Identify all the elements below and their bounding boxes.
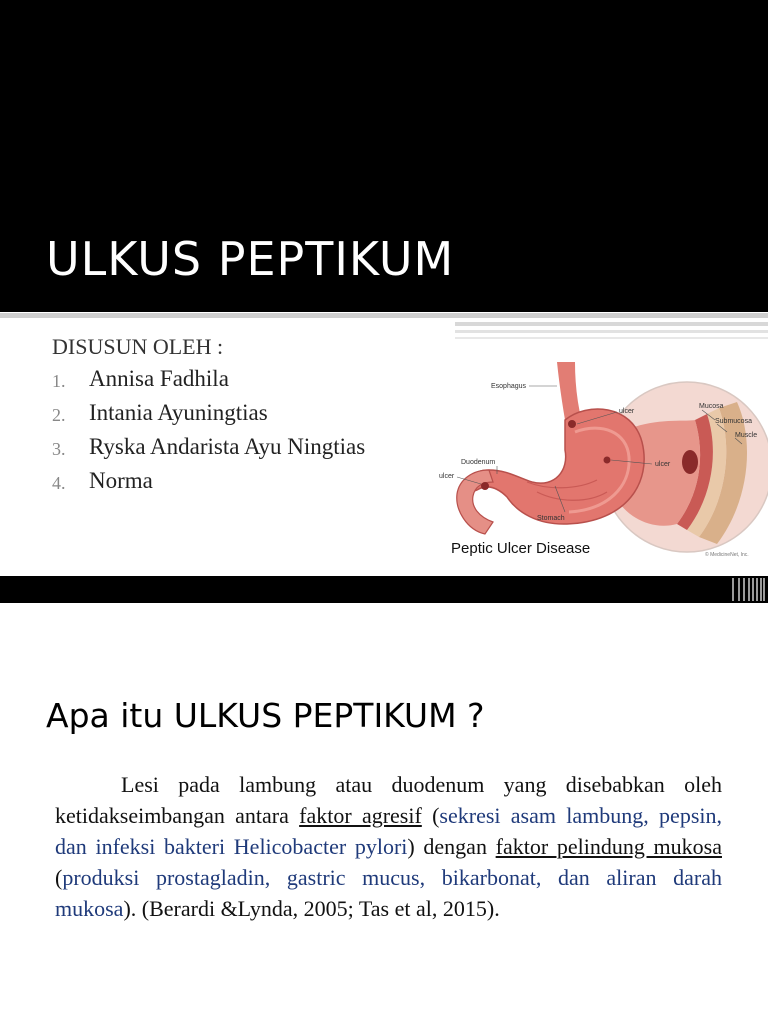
term-aggressive-factor: faktor agresif <box>299 803 422 828</box>
label-esophagus: Esophagus <box>491 383 527 390</box>
author-name: Intania Ayuningtias <box>89 400 268 425</box>
title-band <box>0 0 768 312</box>
authors-heading: DISUSUN OLEH : <box>52 334 224 359</box>
peptic-ulcer-illustration <box>437 362 768 568</box>
label-ulcer-center: ulcer <box>655 461 671 468</box>
citation-text: ). (Berardi &Lynda, 2005; Tas et al, 2015). <box>123 896 500 921</box>
list-item <box>52 466 223 500</box>
gastric-ulcer-top <box>568 420 576 428</box>
label-ulcer-left: ulcer <box>439 473 455 480</box>
duodenal-ulcer <box>481 482 489 490</box>
list-number: 3. <box>52 439 66 459</box>
gastric-ulcer-center <box>604 457 611 464</box>
figure-copyright: © MedicineNet, Inc. <box>705 552 749 558</box>
stomach-diagram <box>437 362 768 568</box>
body-text: ) dengan <box>407 834 496 859</box>
list-number: 2. <box>52 405 66 425</box>
authors-list <box>52 364 366 500</box>
list-item <box>52 398 268 432</box>
ulcer-crater <box>682 450 698 474</box>
label-stomach: Stomach <box>537 515 565 522</box>
list-number: 4. <box>52 473 66 493</box>
figure-caption: Peptic Ulcer Disease <box>451 540 591 557</box>
label-muscle: Muscle <box>735 432 758 439</box>
term-protective-factor: faktor pelindung mukosa <box>495 834 722 859</box>
protective-factor-details: produksi prostagladin, gastric mucus, bikarbonat, dan aliran darah mukosa <box>55 865 722 921</box>
body-text: ( <box>421 803 440 828</box>
author-name: Ryska Andarista Ayu Ningtias <box>89 434 366 459</box>
aggressive-factor-details: sekresi asam lambung, pepsin, dan infeksi bakteri Helicobacter pylori <box>55 803 722 859</box>
label-duodenum: Duodenum <box>461 459 496 466</box>
list-item <box>52 432 366 466</box>
decorative-stripes-bottom <box>728 576 768 603</box>
author-name: Annisa Fadhila <box>89 366 229 391</box>
definition-paragraph <box>55 769 722 924</box>
label-submucosa: Submucosa <box>715 418 752 425</box>
body-text: ( <box>55 865 63 890</box>
footer-band <box>0 576 768 603</box>
list-item <box>52 364 229 398</box>
label-ulcer-top: ulcer <box>619 408 635 415</box>
label-mucosa: Mucosa <box>699 403 724 410</box>
slide-title: Apa itu ULKUS PEPTIKUM ? <box>46 696 485 735</box>
definition-slide <box>0 603 768 1024</box>
slide-title: ULKUS PEPTIKUM <box>46 232 455 286</box>
authors-block <box>52 334 366 500</box>
list-number: 1. <box>52 371 66 391</box>
body-text: Lesi pada lambung atau duodenum yang disebabkan oleh ketidakseimbangan antara <box>55 772 722 828</box>
author-name: Norma <box>89 468 153 493</box>
